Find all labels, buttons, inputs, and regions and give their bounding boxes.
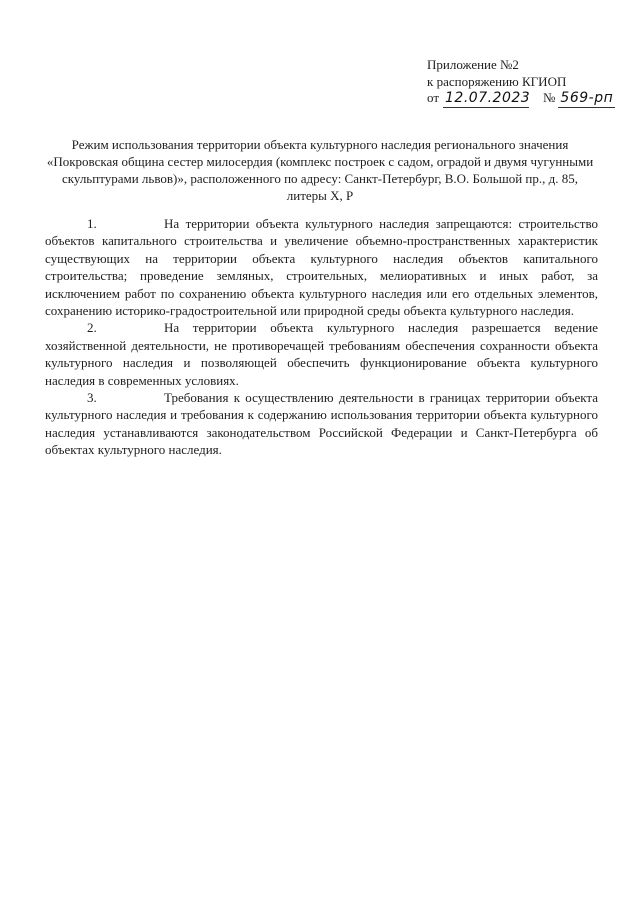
handwritten-date: 12.07.2023 [445, 90, 531, 106]
appendix-title: Приложение №2 [427, 57, 519, 72]
appendix-date-number [427, 90, 615, 108]
handwritten-number: 569-рп [560, 90, 614, 106]
title-line: скульптурами львов)», расположенного по адресу: Санкт-Петербург, В.О. Большой пр., д. 85, [61, 171, 579, 186]
paragraph-text: На территории объекта культурного наследия разрешается ведение хозяйственной деятельности, не противоречащей требованиям обеспечения сохранности объекта культурного наследия и позволяющей обеспечить функционирование объекта культурного наследия в современных условиях. [45, 320, 598, 388]
number-label: № [543, 90, 556, 105]
paragraph-3 [45, 389, 598, 459]
paragraph-text: На территории объекта культурного наследия запрещаются: строительство объектов капитального строительства и увеличение объемно-пространственных характеристик существующих на территории объекта культурного наследия объектов капитального строительства; проведение земляных, строительных, мелиоративных и иных работ, за исключением работ по сохранению объекта культурного наследия или его отдельных элементов, сохранению историко-градостроительной или природной среды объекта культурного наследия. [45, 216, 598, 319]
paragraph-number: 1. [87, 216, 97, 231]
paragraph-1 [45, 215, 598, 319]
from-label: от [427, 90, 440, 105]
document-title [45, 136, 595, 204]
paragraph-2 [45, 319, 598, 389]
appendix-reference: к распоряжению КГИОП [427, 73, 567, 89]
title-line: литеры Х, Р [286, 188, 354, 203]
title-line: Режим использования территории объекта культурного наследия регионального значения [71, 137, 569, 152]
paragraph-number: 2. [87, 320, 97, 336]
paragraph-number: 3. [87, 390, 97, 406]
appendix-header [427, 57, 615, 108]
title-line: «Покровская община сестер милосердия (комплекс построек с садом, оградой и двумя чугунными [46, 154, 594, 169]
document-body [45, 215, 598, 459]
paragraph-text: Требования к осуществлению деятельности в границах территории объекта культурного наследия и требования к содержанию использования территории объекта культурного наследия устанавливаются законодательством Российской Федерации и Санкт-Петербурга об объектах культурного наследия. [45, 390, 598, 458]
